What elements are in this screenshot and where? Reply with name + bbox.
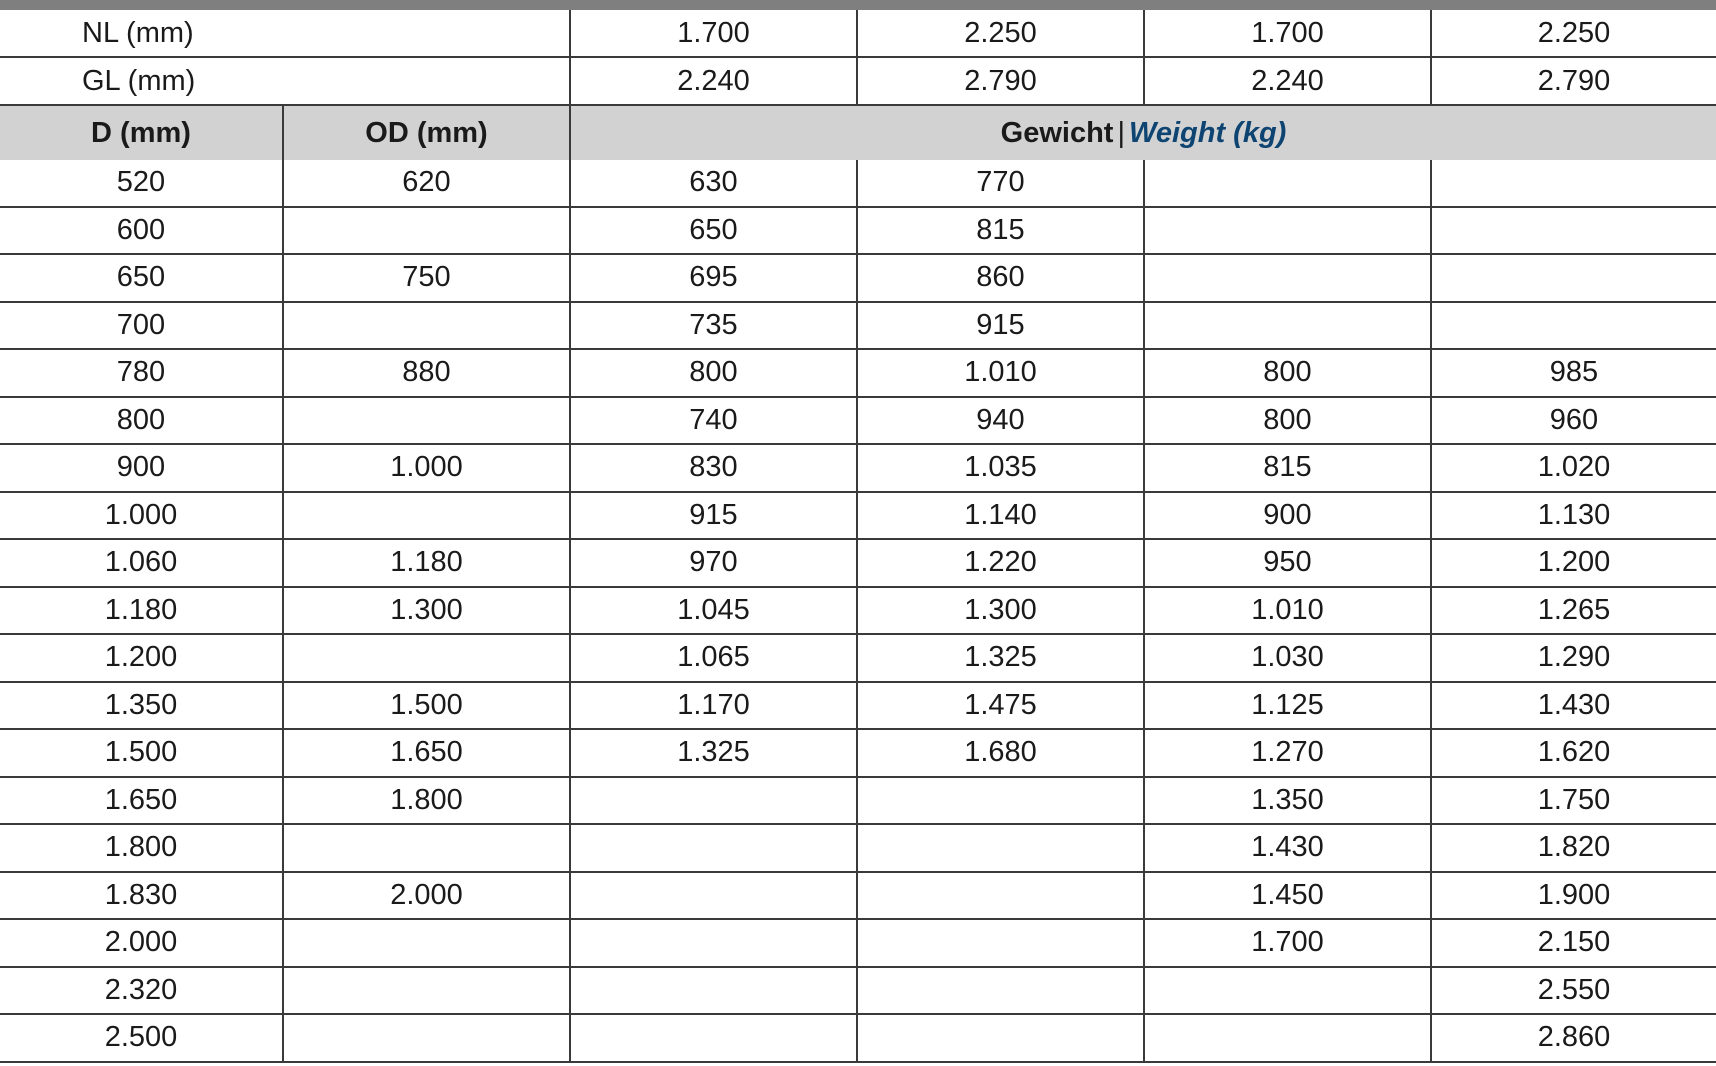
weight-cell: 900	[1144, 492, 1431, 540]
weight-cell: 915	[857, 302, 1144, 350]
length-value: 2.240	[570, 57, 857, 105]
table-row	[0, 919, 1716, 967]
od-cell: 1.800	[283, 777, 570, 825]
weight-cell	[570, 824, 857, 872]
od-cell	[283, 397, 570, 445]
d-cell: 1.060	[0, 539, 283, 587]
weight-cell	[570, 919, 857, 967]
weight-cell: 830	[570, 444, 857, 492]
od-cell	[283, 302, 570, 350]
table-row	[0, 967, 1716, 1015]
weight-cell: 695	[570, 254, 857, 302]
od-cell: 1.500	[283, 682, 570, 730]
length-label: GL (mm)	[0, 57, 570, 105]
weight-cell: 1.290	[1431, 634, 1716, 682]
od-cell: 750	[283, 254, 570, 302]
weight-cell: 735	[570, 302, 857, 350]
table-row	[0, 254, 1716, 302]
d-cell: 700	[0, 302, 283, 350]
column-header-row	[0, 105, 1716, 160]
table-row	[0, 634, 1716, 682]
table-row	[0, 872, 1716, 920]
weight-cell: 915	[570, 492, 857, 540]
weight-spec-table	[0, 10, 1716, 1063]
weight-cell: 770	[857, 160, 1144, 207]
weight-cell	[857, 872, 1144, 920]
weight-cell: 1.030	[1144, 634, 1431, 682]
weight-cell: 940	[857, 397, 1144, 445]
weight-cell	[1144, 207, 1431, 255]
weight-cell	[857, 1014, 1144, 1062]
table-row	[0, 682, 1716, 730]
table-row	[0, 207, 1716, 255]
table-row	[0, 302, 1716, 350]
od-cell	[283, 634, 570, 682]
d-cell: 650	[0, 254, 283, 302]
length-value: 2.250	[1431, 10, 1716, 57]
d-cell: 800	[0, 397, 283, 445]
weight-cell: 630	[570, 160, 857, 207]
od-cell: 880	[283, 349, 570, 397]
weight-cell	[1431, 207, 1716, 255]
weight-cell	[857, 919, 1144, 967]
weight-cell: 1.700	[1144, 919, 1431, 967]
od-cell: 620	[283, 160, 570, 207]
length-row-gl	[0, 57, 1716, 105]
weight-cell: 815	[857, 207, 1144, 255]
weight-cell: 1.140	[857, 492, 1144, 540]
weight-cell: 1.350	[1144, 777, 1431, 825]
weight-header-english: Weight (kg)	[1129, 116, 1287, 149]
weight-cell: 1.265	[1431, 587, 1716, 635]
weight-cell: 1.620	[1431, 729, 1716, 777]
weight-cell	[1144, 1014, 1431, 1062]
d-cell: 2.500	[0, 1014, 283, 1062]
table-row	[0, 444, 1716, 492]
weight-cell: 800	[1144, 349, 1431, 397]
d-cell: 1.200	[0, 634, 283, 682]
od-cell: 1.300	[283, 587, 570, 635]
weight-cell: 2.860	[1431, 1014, 1716, 1062]
weight-cell	[570, 777, 857, 825]
weight-cell: 1.045	[570, 587, 857, 635]
table-row	[0, 349, 1716, 397]
d-column-header: D (mm)	[0, 105, 283, 160]
weight-cell: 950	[1144, 539, 1431, 587]
top-border-strip	[0, 0, 1716, 10]
weight-cell	[1431, 160, 1716, 207]
weight-cell: 1.220	[857, 539, 1144, 587]
length-row-nl	[0, 10, 1716, 57]
d-cell: 2.320	[0, 967, 283, 1015]
weight-cell: 1.475	[857, 682, 1144, 730]
table-row	[0, 160, 1716, 207]
weight-cell: 800	[570, 349, 857, 397]
weight-cell: 1.125	[1144, 682, 1431, 730]
weight-cell: 1.300	[857, 587, 1144, 635]
weight-cell: 1.270	[1144, 729, 1431, 777]
od-cell	[283, 1014, 570, 1062]
weight-cell: 815	[1144, 444, 1431, 492]
weight-cell: 650	[570, 207, 857, 255]
weight-cell: 1.750	[1431, 777, 1716, 825]
d-cell: 1.650	[0, 777, 283, 825]
length-value: 2.790	[1431, 57, 1716, 105]
weight-cell: 860	[857, 254, 1144, 302]
d-cell: 780	[0, 349, 283, 397]
weight-cell: 2.550	[1431, 967, 1716, 1015]
weight-cell: 1.020	[1431, 444, 1716, 492]
weight-cell: 1.820	[1431, 824, 1716, 872]
d-cell: 1.830	[0, 872, 283, 920]
weight-cell	[570, 967, 857, 1015]
d-cell: 2.000	[0, 919, 283, 967]
weight-cell: 985	[1431, 349, 1716, 397]
table-row	[0, 777, 1716, 825]
weight-cell	[857, 777, 1144, 825]
weight-cell	[1144, 302, 1431, 350]
weight-cell: 1.325	[570, 729, 857, 777]
table-row	[0, 587, 1716, 635]
weight-cell: 1.035	[857, 444, 1144, 492]
weight-cell: 1.325	[857, 634, 1144, 682]
d-cell: 1.500	[0, 729, 283, 777]
d-cell: 520	[0, 160, 283, 207]
od-cell	[283, 207, 570, 255]
table-row	[0, 539, 1716, 587]
d-cell: 1.800	[0, 824, 283, 872]
d-cell: 1.180	[0, 587, 283, 635]
table-row	[0, 824, 1716, 872]
d-cell: 600	[0, 207, 283, 255]
d-cell: 1.000	[0, 492, 283, 540]
weight-cell	[1144, 160, 1431, 207]
length-value: 1.700	[570, 10, 857, 57]
weight-cell: 1.170	[570, 682, 857, 730]
weight-cell: 1.900	[1431, 872, 1716, 920]
weight-cell: 1.680	[857, 729, 1144, 777]
d-cell: 900	[0, 444, 283, 492]
weight-cell: 1.065	[570, 634, 857, 682]
weight-cell: 960	[1431, 397, 1716, 445]
weight-cell: 1.200	[1431, 539, 1716, 587]
length-value: 2.790	[857, 57, 1144, 105]
table-row	[0, 397, 1716, 445]
length-value: 2.240	[1144, 57, 1431, 105]
weight-cell	[570, 872, 857, 920]
weight-cell: 1.450	[1144, 872, 1431, 920]
weight-cell: 970	[570, 539, 857, 587]
weight-cell	[857, 824, 1144, 872]
d-cell: 1.350	[0, 682, 283, 730]
od-cell	[283, 919, 570, 967]
weight-cell	[1144, 254, 1431, 302]
length-value: 1.700	[1144, 10, 1431, 57]
od-cell: 1.180	[283, 539, 570, 587]
weight-cell: 1.430	[1431, 682, 1716, 730]
od-cell	[283, 824, 570, 872]
weight-cell: 1.130	[1431, 492, 1716, 540]
table-body	[0, 10, 1716, 1062]
weight-cell	[857, 967, 1144, 1015]
length-label: NL (mm)	[0, 10, 570, 57]
od-column-header: OD (mm)	[283, 105, 570, 160]
od-cell	[283, 492, 570, 540]
weight-cell: 1.010	[1144, 587, 1431, 635]
od-cell	[283, 967, 570, 1015]
weight-cell: 800	[1144, 397, 1431, 445]
weight-cell	[1431, 254, 1716, 302]
weight-cell	[1144, 967, 1431, 1015]
weight-header-german: Gewicht	[1000, 116, 1114, 149]
od-cell: 2.000	[283, 872, 570, 920]
header-separator: |	[1117, 116, 1125, 149]
weight-cell	[570, 1014, 857, 1062]
od-cell: 1.000	[283, 444, 570, 492]
table-row	[0, 492, 1716, 540]
od-cell: 1.650	[283, 729, 570, 777]
weight-cell: 2.150	[1431, 919, 1716, 967]
table-row	[0, 1014, 1716, 1062]
weight-cell	[1431, 302, 1716, 350]
length-value: 2.250	[857, 10, 1144, 57]
weight-cell: 740	[570, 397, 857, 445]
weight-column-header	[570, 105, 1716, 160]
table-row	[0, 729, 1716, 777]
weight-cell: 1.430	[1144, 824, 1431, 872]
weight-cell: 1.010	[857, 349, 1144, 397]
